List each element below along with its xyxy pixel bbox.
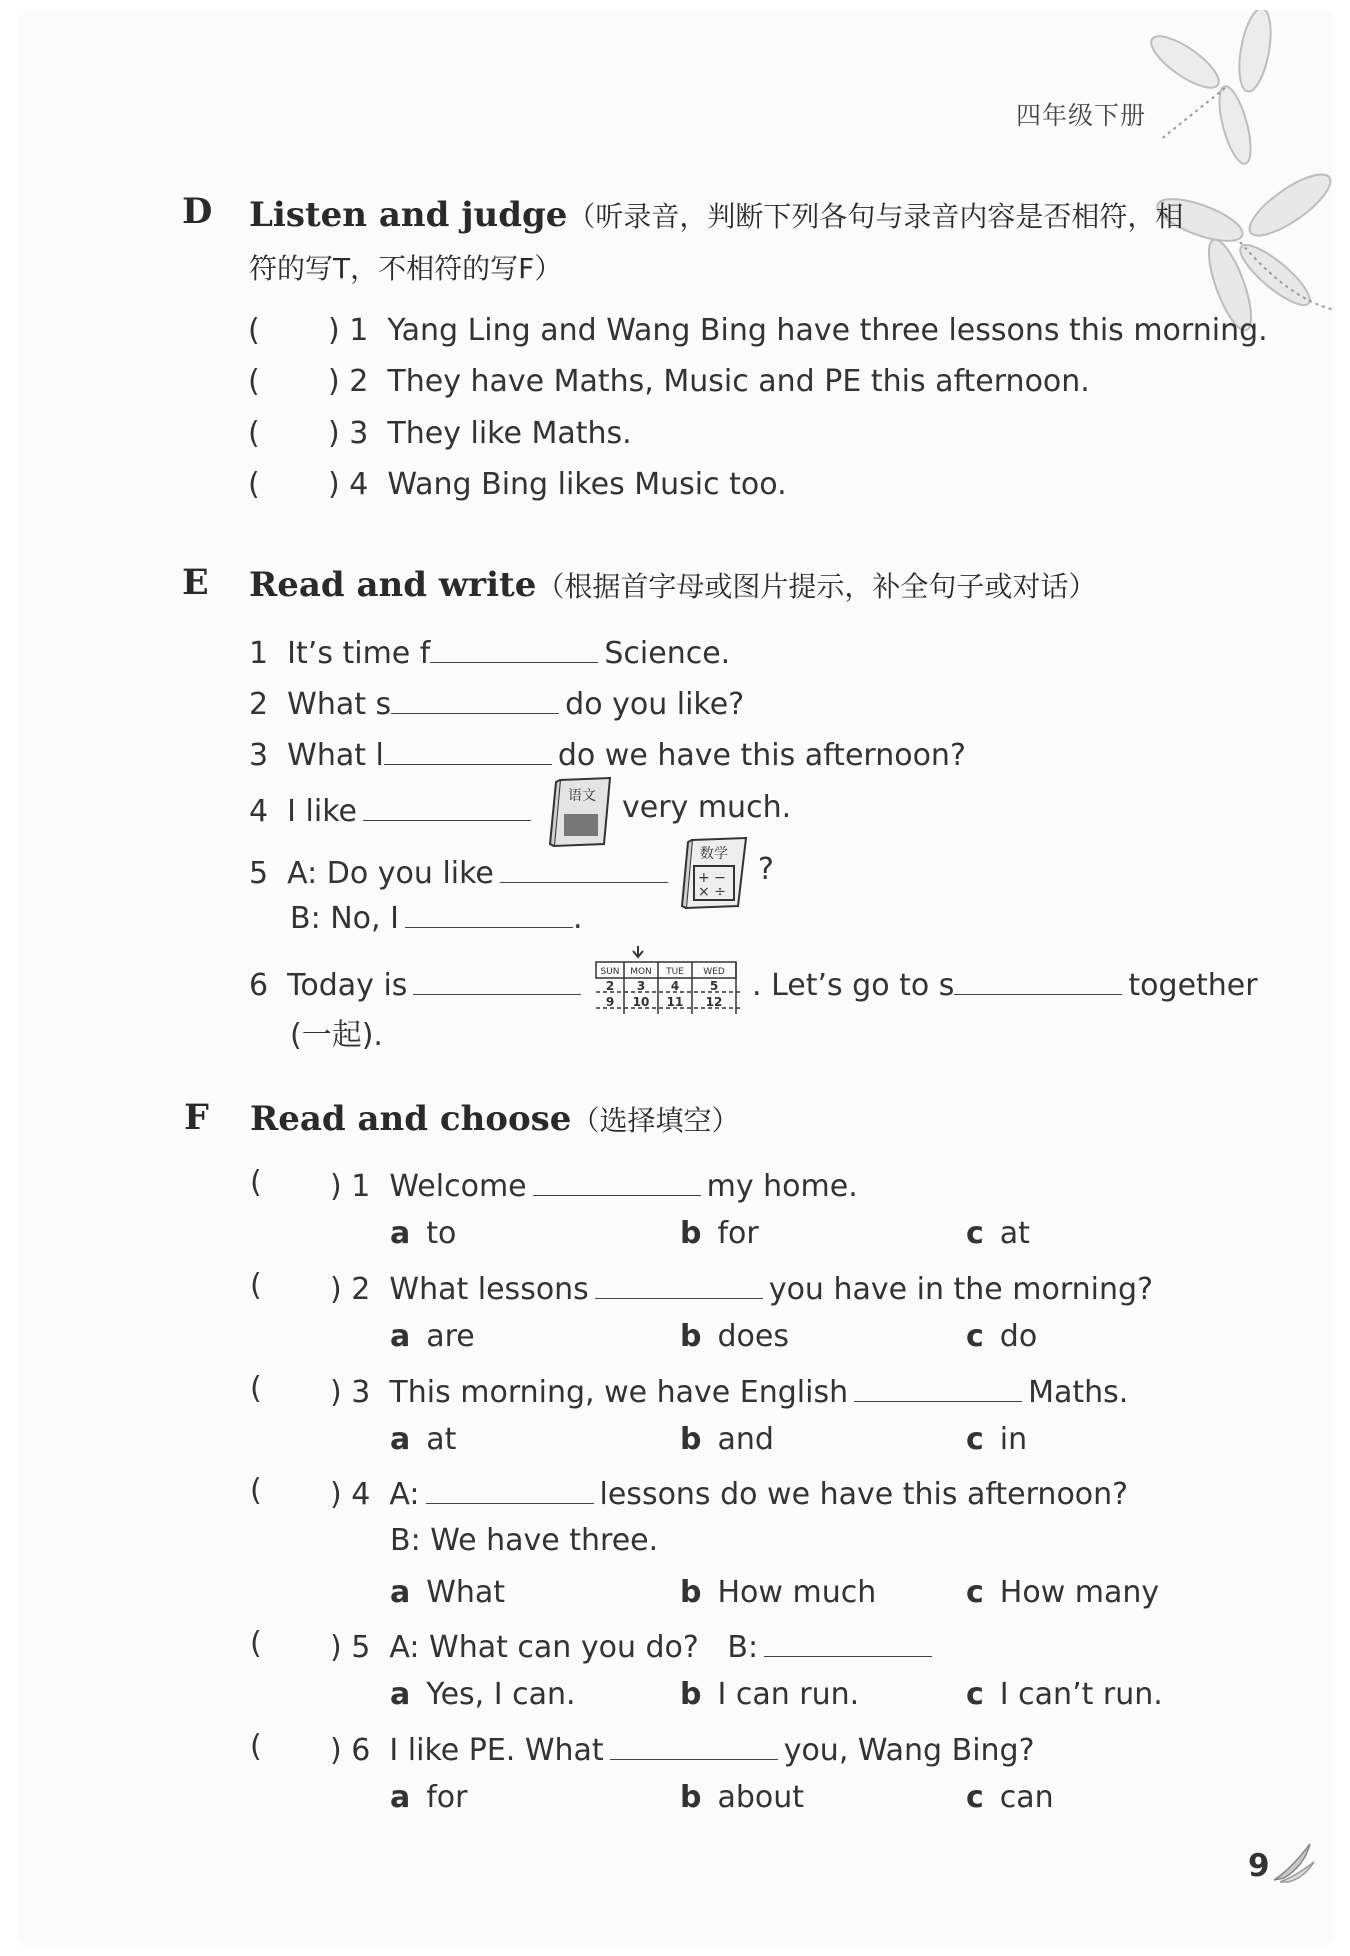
calendar-date: 11 (666, 995, 684, 1009)
svg-text:× ÷: × ÷ (698, 884, 726, 900)
answer-bracket: ( (250, 1473, 262, 1508)
section-d-instruction-2: 符的写T，不相符的写F） (249, 252, 563, 285)
leaf-decoration-icon (1270, 1840, 1316, 1886)
answer-bracket: ( (250, 1626, 262, 1661)
write-item-4: 4 I like (249, 790, 537, 829)
write-item-6-line2: (一起). (290, 1018, 383, 1053)
write-item-1: 1 It’s time f Science. (249, 632, 730, 671)
option-a[interactable]: a What (390, 1575, 506, 1610)
write-item-5b: B: No, I . (290, 897, 583, 936)
section-f-instruction: （选择填空） (571, 1104, 740, 1137)
choose-item-5: ) 5 A: What can you do? B: (330, 1626, 938, 1665)
answer-bracket: ( (250, 1268, 262, 1303)
option-b[interactable]: b How much (680, 1575, 877, 1610)
option-b[interactable]: b does (680, 1319, 789, 1354)
write-item-6-tail: . Let’s go to s together (752, 964, 1258, 1003)
answer-bracket: ( (248, 416, 260, 451)
choose-item-6: ) 6 I like PE. What you, Wang Bing? (330, 1729, 1035, 1768)
answer-blank[interactable] (391, 683, 559, 714)
chinese-book-label: 语文 (568, 788, 596, 804)
answer-blank[interactable] (426, 1473, 594, 1504)
write-item-3: 3 What l do we have this afternoon? (249, 734, 966, 773)
option-c[interactable]: c I can’t run. (966, 1677, 1163, 1712)
calendar-date: 3 (636, 979, 646, 993)
grade-label: 四年级下册 (1016, 101, 1147, 130)
choose-item-4: ) 4 A: lessons do we have this afternoon? (330, 1473, 1128, 1512)
answer-blank[interactable] (610, 1729, 778, 1760)
answer-bracket: ( (248, 364, 260, 399)
calendar-date: 5 (709, 979, 719, 993)
option-b[interactable]: b for (680, 1216, 759, 1251)
maths-book-icon (680, 836, 750, 912)
calendar-day-tue: TUE (666, 967, 684, 977)
answer-bracket: ( (250, 1371, 262, 1406)
section-e-heading (249, 560, 1096, 612)
option-c[interactable]: c at (966, 1216, 1030, 1251)
option-a[interactable]: a to (390, 1216, 457, 1251)
calendar-day-sun: SUN (600, 967, 620, 977)
answer-blank[interactable] (595, 1268, 763, 1299)
write-item-5a: 5 A: Do you like (249, 852, 674, 891)
answer-blank[interactable] (384, 734, 552, 765)
section-d-instruction-1: （听录音，判断下列各句与录音内容是否相符，相 (567, 200, 1184, 233)
option-c[interactable]: c can (966, 1780, 1054, 1815)
write-item-5a-tail: ? (758, 852, 774, 887)
section-f-heading (250, 1094, 739, 1146)
option-c[interactable]: c do (966, 1319, 1038, 1354)
calendar-date: 9 (605, 995, 615, 1009)
option-c[interactable]: c How many (966, 1575, 1160, 1610)
dragonfly-decoration-icon (1140, 10, 1340, 350)
option-b[interactable]: b I can run. (680, 1677, 860, 1712)
option-a[interactable]: a at (390, 1422, 457, 1457)
answer-blank[interactable] (363, 790, 531, 821)
answer-blank[interactable] (954, 964, 1122, 995)
section-e-letter: E (182, 562, 209, 603)
section-e-instruction: （根据首字母或图片提示，补全句子或对话） (536, 570, 1097, 603)
page-number: 9 (1248, 1848, 1270, 1884)
option-a[interactable]: a are (390, 1319, 475, 1354)
option-a[interactable]: a Yes, I can. (390, 1677, 576, 1712)
write-item-4-tail: very much. (622, 790, 792, 825)
section-f-title: Read and choose (250, 1099, 572, 1139)
option-b[interactable]: b about (680, 1780, 805, 1815)
calendar-day-mon: MON (630, 967, 652, 977)
option-a[interactable]: a for (390, 1780, 468, 1815)
section-d-letter: D (182, 191, 213, 232)
judge-item-4: ) 4 Wang Bing likes Music too. (328, 467, 787, 502)
answer-bracket: ( (248, 467, 260, 502)
choose-item-2: ) 2 What lessons you have in the morning? (330, 1268, 1153, 1307)
calendar-date: 12 (705, 995, 723, 1009)
section-d-title: Listen and judge (249, 195, 568, 235)
choose-item-4-line2: B: We have three. (390, 1523, 659, 1558)
svg-text:+ −: + − (698, 870, 726, 886)
calendar-date: 2 (605, 979, 615, 993)
calendar-date: 10 (632, 995, 650, 1009)
section-f-letter: F (184, 1097, 209, 1138)
answer-blank[interactable] (405, 897, 573, 928)
answer-blank[interactable] (533, 1165, 701, 1196)
answer-blank[interactable] (413, 964, 581, 995)
answer-blank[interactable] (500, 852, 668, 883)
choose-item-1: ) 1 Welcome my home. (330, 1165, 858, 1204)
section-e-title: Read and write (249, 565, 537, 605)
answer-blank[interactable] (764, 1626, 932, 1657)
section-d-heading (249, 190, 1239, 294)
judge-item-2: ) 2 They have Maths, Music and PE this afternoon. (328, 364, 1090, 399)
answer-bracket: ( (250, 1165, 262, 1200)
answer-bracket: ( (248, 313, 260, 348)
judge-item-3: ) 3 They like Maths. (328, 416, 632, 451)
write-item-6: 6 Today is (249, 964, 587, 1003)
maths-book-label: 数学 (700, 846, 728, 862)
choose-item-3: ) 3 This morning, we have English Maths. (330, 1371, 1128, 1410)
calendar-day-wed: WED (703, 967, 725, 977)
option-b[interactable]: b and (680, 1422, 774, 1457)
option-c[interactable]: c in (966, 1422, 1028, 1457)
write-item-2: 2 What s do you like? (249, 683, 744, 722)
judge-item-1: ) 1 Yang Ling and Wang Bing have three lessons this morning. (328, 313, 1268, 348)
answer-bracket: ( (250, 1729, 262, 1764)
answer-blank[interactable] (854, 1371, 1022, 1402)
calendar-icon (592, 944, 752, 1020)
chinese-book-icon (548, 776, 614, 850)
calendar-date: 4 (670, 979, 680, 993)
answer-blank[interactable] (430, 632, 598, 663)
